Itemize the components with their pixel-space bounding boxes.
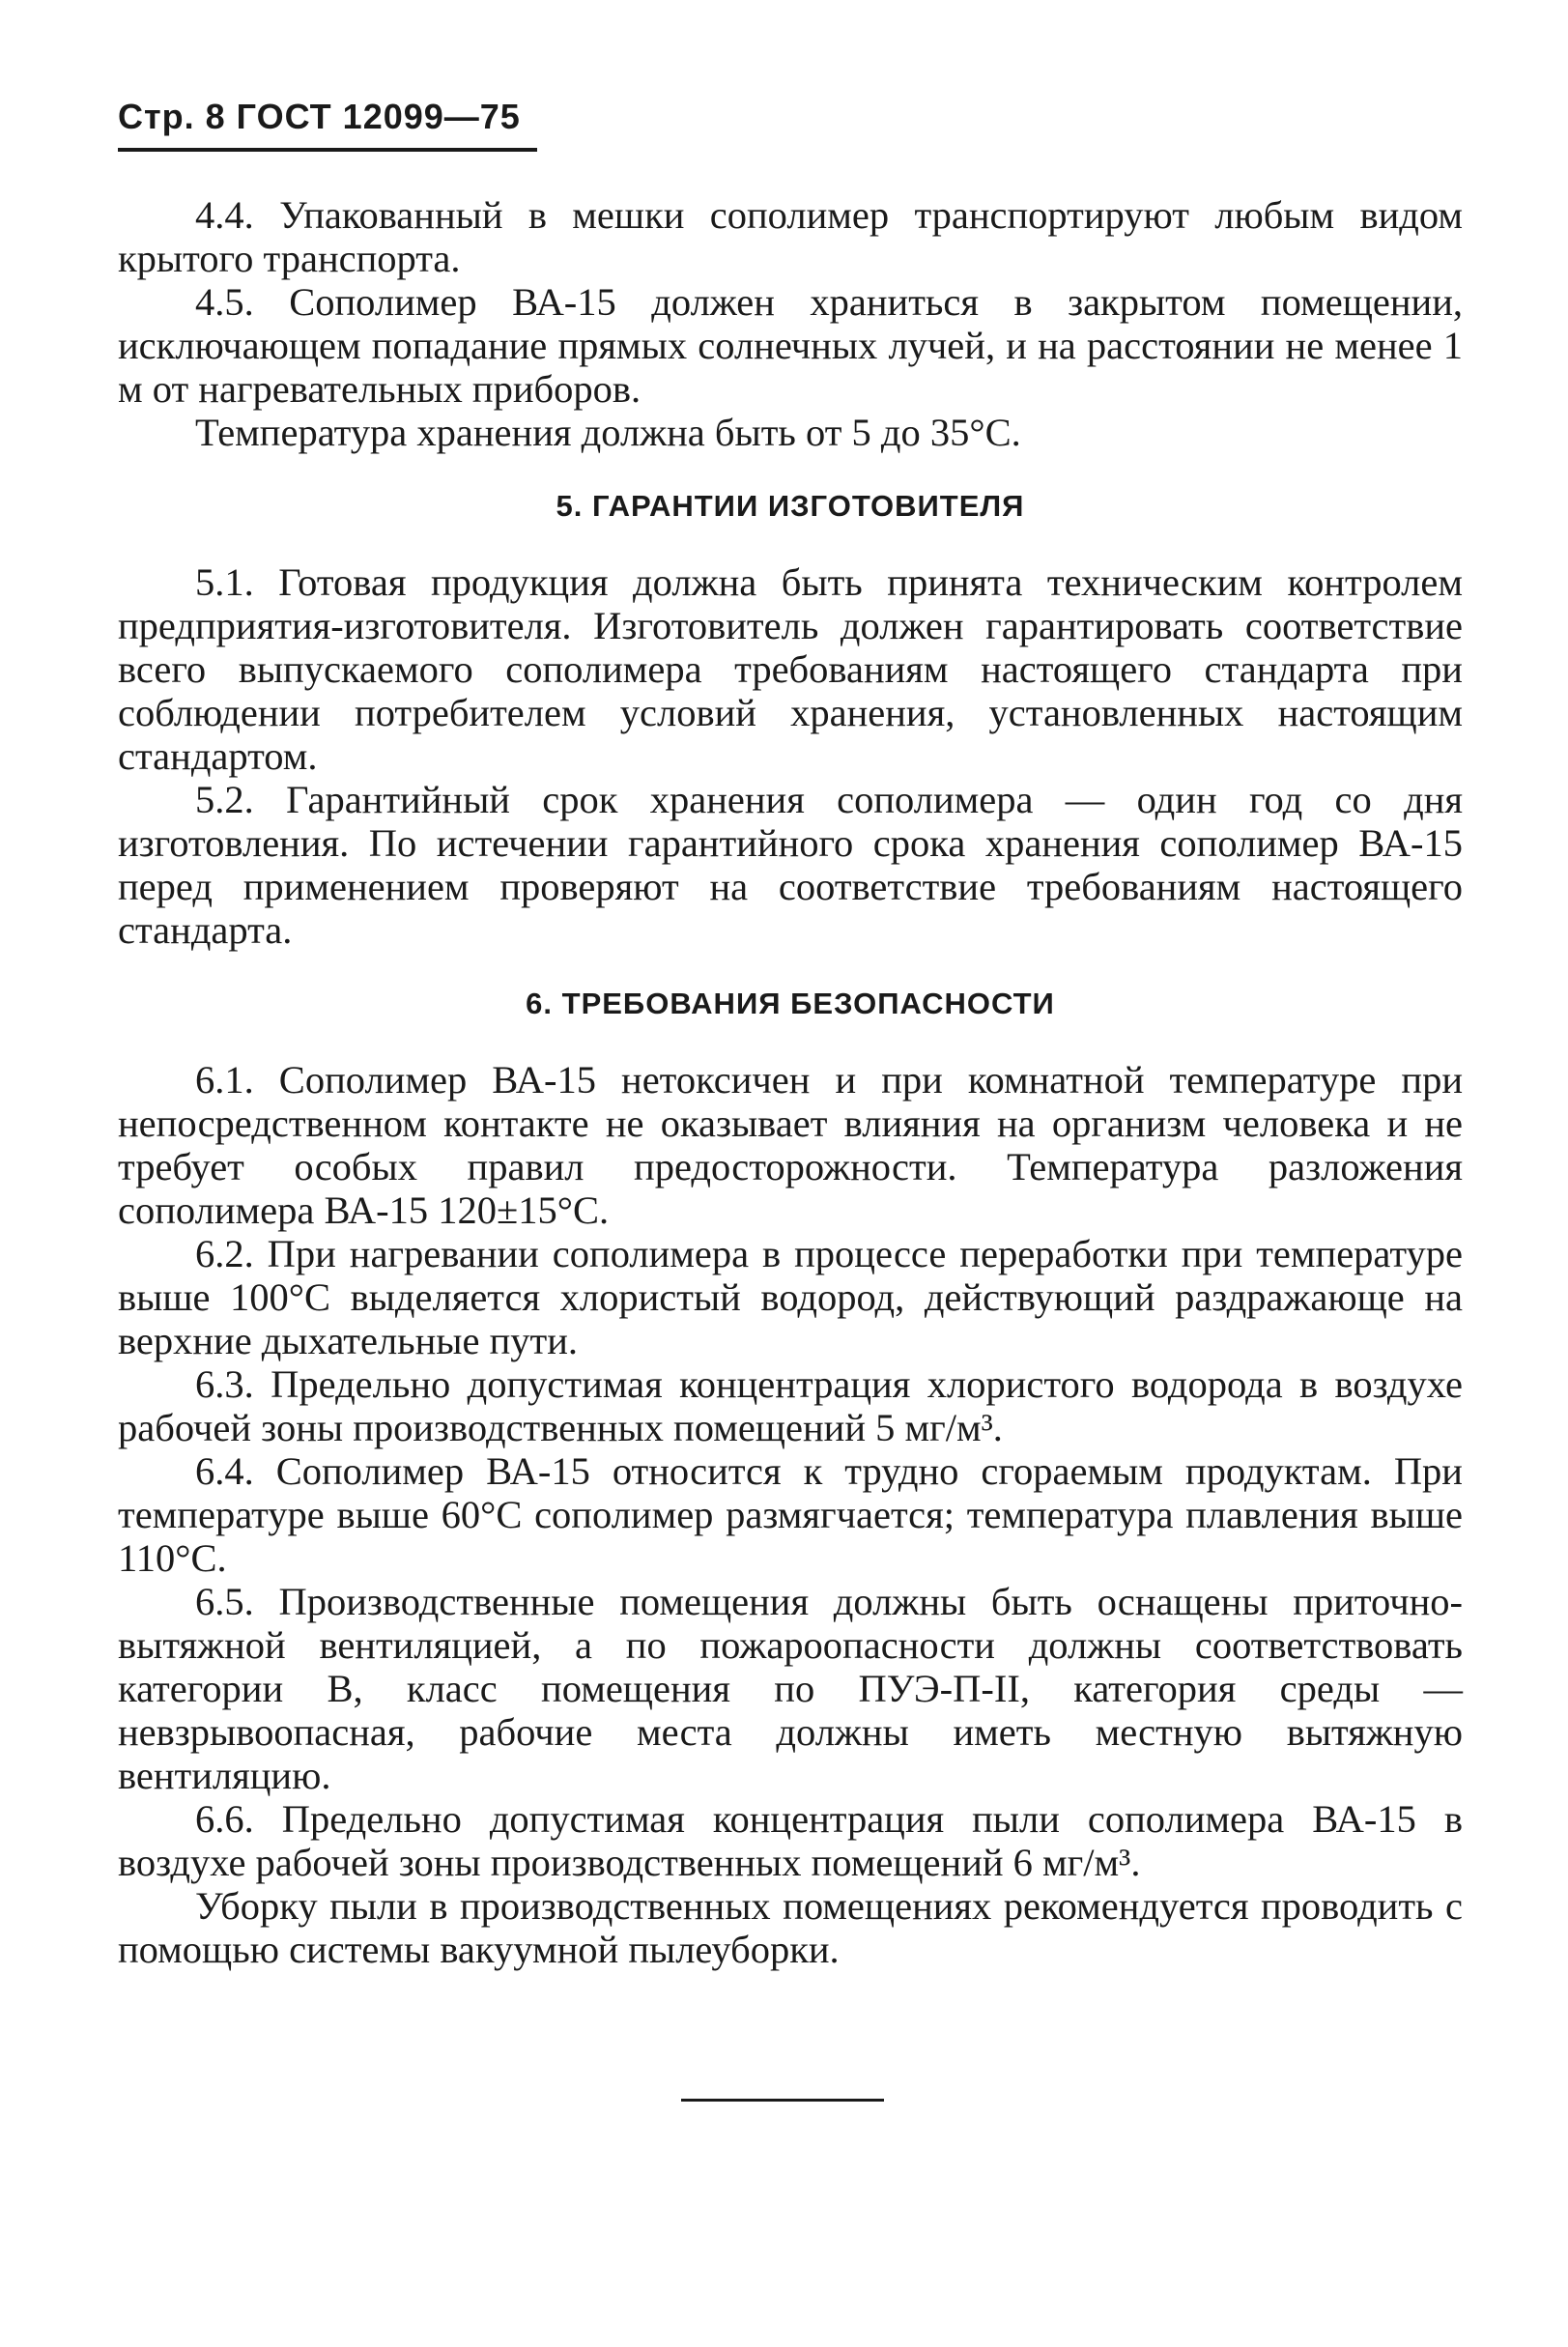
page-header: Стр. 8 ГОСТ 12099—75 (118, 97, 521, 136)
paragraph-6-1: 6.1. Сополимер ВА-15 нетоксичен и при комнатной температуре при непосредственном контакте не оказывает влияния на организм человека и не требует особых правил предосторожности. Температура разложения сополимера ВА-15 120±15°С. (118, 1058, 1463, 1232)
paragraph-5-1: 5.1. Готовая продукция должна быть принята техническим контролем предприятия-изготовителя. Изготовитель должен гарантировать соответствие всего выпускаемого сополимера требованиям настоящего стандарта при соблюдении потребителем условий хранения, установленных настоящим стандартом. (118, 560, 1463, 778)
paragraph-6-4: 6.4. Сополимер ВА-15 относится к трудно сгораемым продуктам. При температуре выше 60°С сополимер размягчается; температура плавления выше 110°С. (118, 1449, 1463, 1580)
document-body (118, 193, 1463, 1971)
end-divider (681, 2099, 884, 2102)
paragraph-4-5: 4.5. Сополимер ВА-15 должен храниться в закрытом помещении, исключающем попадание прямых солнечных лучей, и на расстоянии не менее 1 м от нагревательных приборов. (118, 280, 1463, 411)
section-6-heading: 6. ТРЕБОВАНИЯ БЕЗОПАСНОСТИ (526, 987, 1055, 1020)
paragraph-6-6-cleaning: Уборку пыли в производственных помещениях рекомендуется проводить с помощью системы вакуумной пылеуборки. (118, 1884, 1463, 1971)
paragraph-4-5-temperature: Температура хранения должна быть от 5 до 35°С. (195, 411, 1021, 454)
paragraph-6-2: 6.2. При нагревании сополимера в процессе переработки при температуре выше 100°С выделяется хлористый водород, действующий раздражающе на верхние дыхательные пути. (118, 1232, 1463, 1362)
paragraph-6-3: 6.3. Предельно допустимая концентрация хлористого водорода в воздухе рабочей зоны производственных помещений 5 мг/м³. (118, 1362, 1463, 1449)
header-underline (118, 148, 537, 152)
paragraph-4-4: 4.4. Упакованный в мешки сополимер транспортируют любым видом крытого транспорта. (118, 193, 1463, 280)
section-5-heading: 5. ГАРАНТИИ ИЗГОТОВИТЕЛЯ (556, 489, 1025, 523)
paragraph-6-6: 6.6. Предельно допустимая концентрация пыли сополимера ВА-15 в воздухе рабочей зоны производственных помещений 6 мг/м³. (118, 1797, 1463, 1884)
paragraph-5-2: 5.2. Гарантийный срок хранения сополимера — один год со дня изготовления. По истечении гарантийного срока хранения сополимер ВА-15 перед применением проверяют на соответствие требованиям настоящего стандарта. (118, 778, 1463, 952)
paragraph-6-5: 6.5. Производственные помещения должны быть оснащены приточно-вытяжной вентиляцией, а по пожароопасности должны соответствовать категории В, класс помещения по ПУЭ-П-II, категория среды — невзрывоопасная, рабочие места должны иметь местную вытяжную вентиляцию. (118, 1580, 1463, 1797)
